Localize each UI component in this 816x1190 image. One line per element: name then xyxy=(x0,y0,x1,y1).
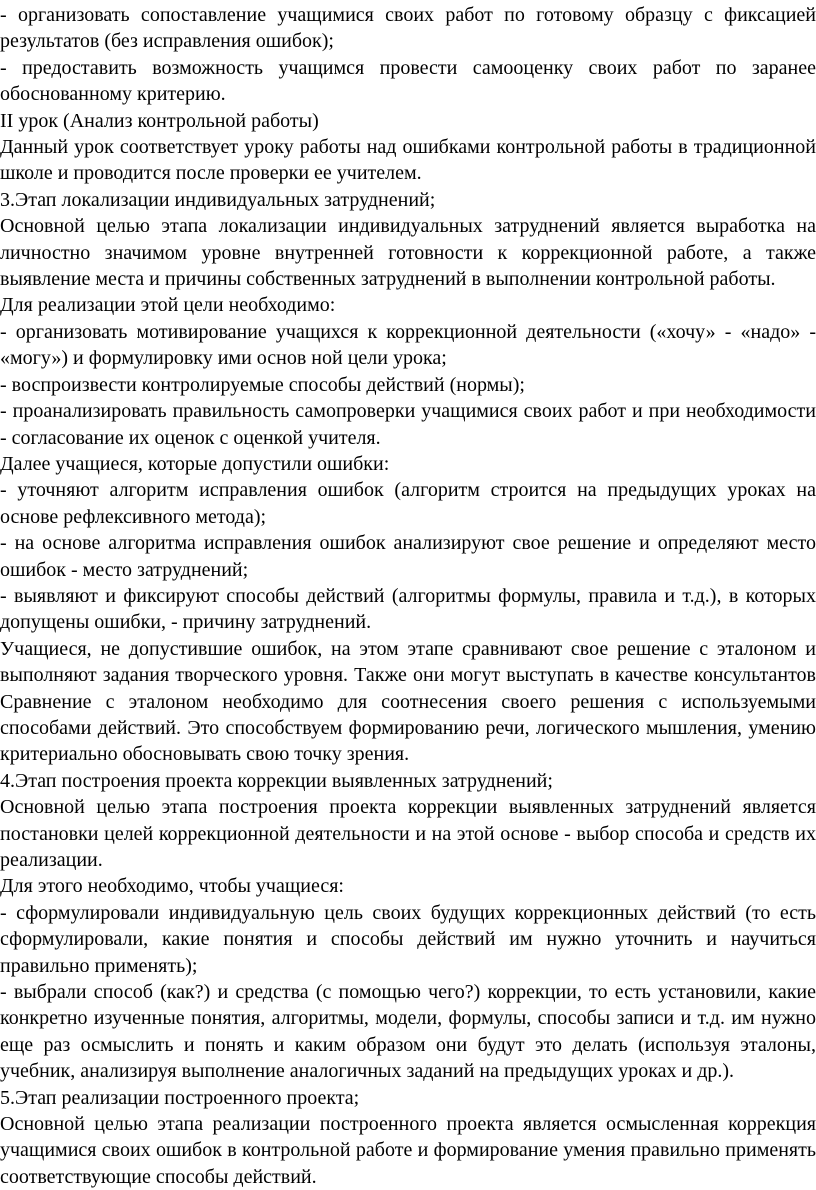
heading-stage-5: 5.Этап реализации построенного проекта; xyxy=(0,1086,360,1109)
bullet-locate-errors: - на основе алгоритма исправления ошибок анализируют свое решение и определяют место ошибок - место затруднений; xyxy=(0,532,816,581)
bullet-choose-method: - выбрали способ (как?) и средства (с помощью чего?) коррекции, то есть установили, какие конкретно изученные понятия, алгоритмы, модели, формулы, способы записи и т.д. им нужно еще раз осмыслить и понять и каким образом они будут это делать (используя эталоны, учебник, анализируя выполнение аналогичных заданий на предыдущих уроках и др.). xyxy=(0,981,816,1083)
bullet-compare-works: - организовать сопоставление учащимися своих работ по готовому образцу с фиксацией результатов (без исправления ошибок); xyxy=(0,4,816,53)
paragraph-students-without-errors: Учащиеся, не допустившие ошибок, на этом этапе сравнивают свое решение с эталоном и выполняют задания творческого уровня. Также они могут выступать в качестве консультантов Сравнение с эталоном необходимо для соотнесения своего решения с используемыми способами действий. Это способствуем формированию речи, логического мышления, умению критериально обосновывать свою точку зрения. xyxy=(0,637,816,766)
bullet-formulate-goal: - сформулировали индивидуальную цель своих будущих коррекционных действий (то есть сформулировали, какие понятия и способы действий им нужно уточнить и научиться правильно применять); xyxy=(0,901,816,977)
paragraph-stage-3-goal: Основной целью этапа локализации индивидуальных затруднений является выработка на личностно значимом уровне внутренней готовности к коррекционной работе, а также выявление места и причины собственных затруднений в выполнении контрольной работы. xyxy=(0,215,816,291)
bullet-self-assessment: - предоставить возможность учащимся провести самооценку своих работ по заранее обоснованному критерию. xyxy=(0,56,816,106)
paragraph-requirements-intro: Для реализации этой цели необходимо: xyxy=(0,294,336,317)
bullet-identify-methods: - выявляют и фиксируют способы действий (алгоритмы формулы, правила и т.д.), в которых допущены ошибки, - причину затруднений. xyxy=(0,584,816,634)
bullet-motivation: - организовать мотивирование учащихся к коррекционной деятельности («хочу» - «надо» - «могу») и формулировку ими основ ной цели урока; xyxy=(0,320,816,370)
bullet-refine-algorithm: - уточняют алгоритм исправления ошибок (алгоритм строится на предыдущих уроках на основе рефлексивного метода); xyxy=(0,479,816,528)
bullet-analyze-self-check: - проанализировать правильность самопроверки учащимися своих работ и при необходимости - согласование их оценок с оценкой учителя. xyxy=(0,400,816,449)
heading-stage-4: 4.Этап построения проекта коррекции выявленных затруднений; xyxy=(0,769,553,792)
paragraph-stage-4-goal: Основной целью этапа построения проекта коррекции выявленных затруднений является постановки целей коррекционной деятельности и на этой основе - выбор способа и средств их реализации. xyxy=(0,796,816,871)
paragraph-stage-5-goal: Основной целью этапа реализации построенного проекта является осмысленная коррекция учащимися своих ошибок в контрольной работе и формирование умения правильно применять соответствующие способы действий. xyxy=(0,1113,816,1188)
paragraph-students-must: Для этого необходимо, чтобы учащиеся: xyxy=(0,875,344,898)
paragraph-lesson-description: Данный урок соответствует уроку работы над ошибками контрольной работы в традиционной школе и проводится после проверки ее учителем. xyxy=(0,136,816,185)
heading-lesson-2: II урок (Анализ контрольной работы) xyxy=(0,109,319,132)
heading-stage-3: 3.Этап локализации индивидуальных затруднений; xyxy=(0,188,436,211)
paragraph-students-with-errors: Далее учащиеся, которые допустили ошибки: xyxy=(0,452,390,475)
bullet-reproduce-methods: - воспроизвести контролируемые способы действий (нормы); xyxy=(0,373,525,396)
